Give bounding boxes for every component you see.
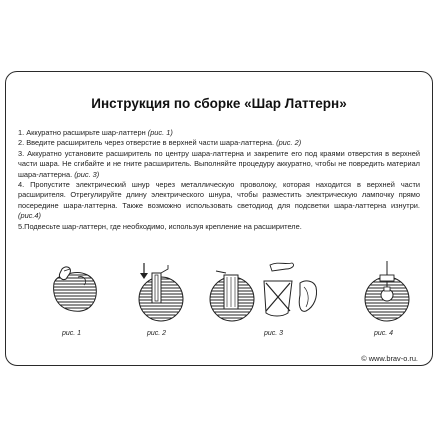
- step-text: 2. Введите расширитель через отверстие в верхней части шара-латтерна.: [18, 138, 277, 148]
- lamp-inside-lantern-icon: [360, 261, 414, 323]
- step-text: 4. Пропустите электрический шнур через металлическую проволоку, которая находится в верхней части расширителя. Отрегулируйте длину электрического шнура, чтобы разместить электрическую лампочку прямо посередине шара-латтерна. Также возможно использовать светодиод для подсветки шара-латтерна изнутри.: [18, 180, 420, 210]
- figure-caption-2: рис. 2: [147, 330, 167, 337]
- step-1: [18, 128, 420, 138]
- step-figure-ref: (рис. 3): [74, 169, 100, 179]
- instruction-card: [5, 71, 433, 366]
- figures-row: [6, 261, 434, 337]
- step-figure-ref: (рис.4): [18, 211, 42, 221]
- step-text: 5.Подвесьте шар-латтерн, где необходимо, используя крепление на расширителе.: [18, 221, 302, 231]
- do-not-bend-expander-icon: [206, 261, 336, 323]
- step-4: [18, 180, 420, 222]
- step-figure-ref: (рис. 1): [147, 128, 173, 137]
- figure-caption-1: рис. 1: [62, 330, 82, 337]
- figure-caption-3: рис. 3: [264, 330, 284, 337]
- figure-caption-4: рис. 4: [374, 330, 394, 337]
- steps-list: [18, 128, 420, 232]
- step-text: 3. Аккуратно установите расширитель по центру шара-латтерна и закрепите его под краями отверстия в верхней части шара. Не сгибайте и не гните расширитель. Выполняйте процедуру аккуратно, чтобы не повредить материал шара-латтерна.: [18, 148, 420, 179]
- page-title: Инструкция по сборке «Шар Латтерн»: [91, 96, 347, 111]
- website-link[interactable]: © www.brav-o.ru.: [361, 354, 418, 363]
- step-3: [18, 149, 420, 180]
- step-2: [18, 138, 420, 148]
- hands-expanding-lantern-icon: [48, 261, 102, 321]
- insert-expander-arrow-icon: [134, 261, 188, 323]
- step-text: 1. Аккуратно расширьте шар-латтерн: [18, 128, 148, 137]
- step-figure-ref: (рис. 2): [276, 138, 302, 148]
- step-5: [18, 222, 420, 232]
